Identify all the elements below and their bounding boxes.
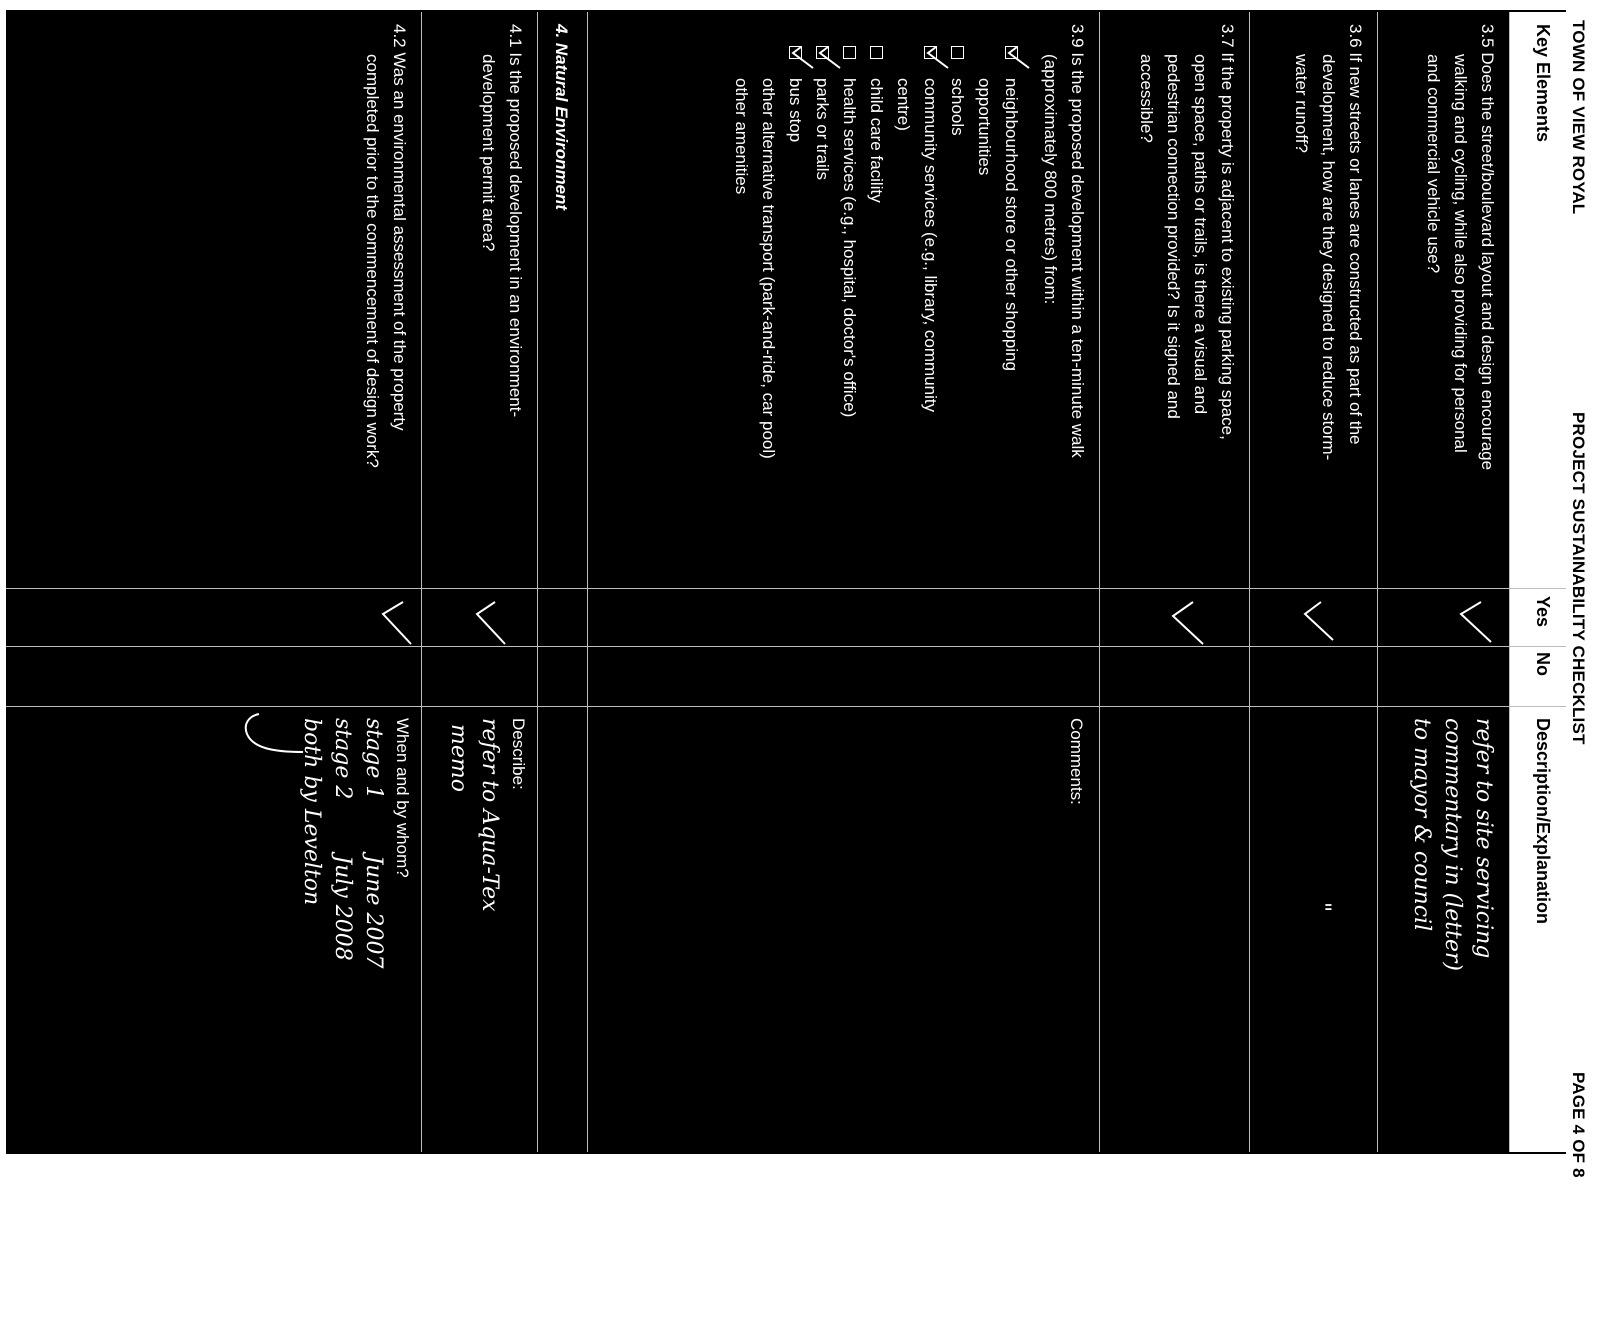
- question-3-6: 3.6 If new streets or lanes are constructed as part of the development, how are they designed to reduce storm- water runoff?: [1292, 24, 1365, 461]
- column-divider: [6, 646, 1566, 647]
- checkmark-icon: [1005, 44, 1031, 70]
- list-item: other amenities: [732, 78, 751, 195]
- list-item: bus stop: [782, 44, 809, 544]
- column-header-no: No: [1533, 652, 1553, 676]
- list-item: child care facility: [863, 44, 890, 544]
- column-header-key-elements: Key Elements: [1533, 24, 1553, 143]
- description-field: When and by whom? stage 1 June 2007 stage 2 July 2008 both by Levelton: [299, 718, 412, 969]
- column-header-yes: Yes: [1533, 596, 1553, 628]
- town-name: TOWN OF VIEW ROYAL: [1569, 20, 1588, 215]
- table-row: [1377, 12, 1510, 1152]
- ditto-mark: ": [1309, 902, 1334, 913]
- yes-checkmark: [1453, 598, 1495, 646]
- column-header-description: Description/Explanation: [1533, 718, 1553, 925]
- page-header: [1564, 0, 1594, 1183]
- list-item: schools: [944, 44, 971, 544]
- checkbox[interactable]: [951, 46, 964, 59]
- question-3-5: 3.5 Does the street/boulevard layout and design encourage walking and cycling, while also providing for personal and commercial vehicle use?: [1424, 24, 1497, 471]
- checkmark-icon: [816, 44, 842, 70]
- table-row: [1249, 12, 1378, 1152]
- question-4-2: 4.2 Was an environmental assessment of the property completed prior to the commencement of design work?: [363, 24, 409, 468]
- list-item: other alternative transport (park-and-ride, car pool): [759, 78, 778, 459]
- table-row: [587, 12, 1100, 1152]
- list-item: neighbourhood store or other shopping opportunities: [971, 44, 1025, 544]
- table-row: [5, 12, 422, 1152]
- description-handwriting: refer to site servicing commentary in (letter) to mayor & council: [1409, 718, 1496, 972]
- handwritten-hook-mark: [233, 712, 303, 782]
- checkbox[interactable]: [870, 46, 883, 59]
- list-item: community services (e.g., library, community centre): [890, 44, 944, 544]
- checkmark-icon: [789, 44, 815, 70]
- yes-checkmark: [373, 598, 415, 648]
- document-title: PROJECT SUSTAINABILITY CHECKLIST: [1569, 412, 1588, 745]
- question-3-7: 3.7 If the property is adjacent to existing parking space, open space, paths or trails, is there a visual and pedestrian connection provided? Is it signed and accessible?: [1137, 24, 1237, 440]
- column-divider: [6, 588, 1566, 589]
- yes-checkmark: [467, 598, 509, 648]
- table-row: [1099, 12, 1250, 1152]
- section-title: 4. Natural Environment: [552, 24, 571, 211]
- yes-checkmark: [1297, 598, 1337, 646]
- question-4-1: 4.1 Is the proposed development in an environment- development permit area?: [479, 24, 525, 418]
- amenity-list: [728, 24, 1025, 544]
- description-field: Describe: refer to Aqua-Tex memo: [446, 718, 528, 912]
- question-3-9: 3.9 Is the proposed development within a ten-minute walk (approximately 800 metres) from: neighbourhood store or other shopping opportunities schools community services (e.g., library, community centre) child care facility health services (e.g., hospital, doctor's office) parks or trails bus stop other alternative transport (park-and-ride, car pool) other amenities: [728, 24, 1091, 544]
- comments-label: Comments:: [1067, 718, 1086, 805]
- table-header-row: [1510, 12, 1566, 1152]
- column-divider: [6, 706, 1566, 707]
- section-header-row: [537, 12, 588, 1152]
- list-item: health services (e.g., hospital, doctor's office): [836, 44, 863, 544]
- yes-checkmark: [1163, 598, 1207, 648]
- checkmark-icon: [924, 44, 950, 70]
- table-row: [421, 12, 538, 1152]
- checkbox[interactable]: [843, 46, 856, 59]
- list-item: parks or trails: [809, 44, 836, 544]
- page-number: PAGE 4 OF 8: [1569, 1072, 1588, 1178]
- checklist-table: [6, 10, 1566, 1154]
